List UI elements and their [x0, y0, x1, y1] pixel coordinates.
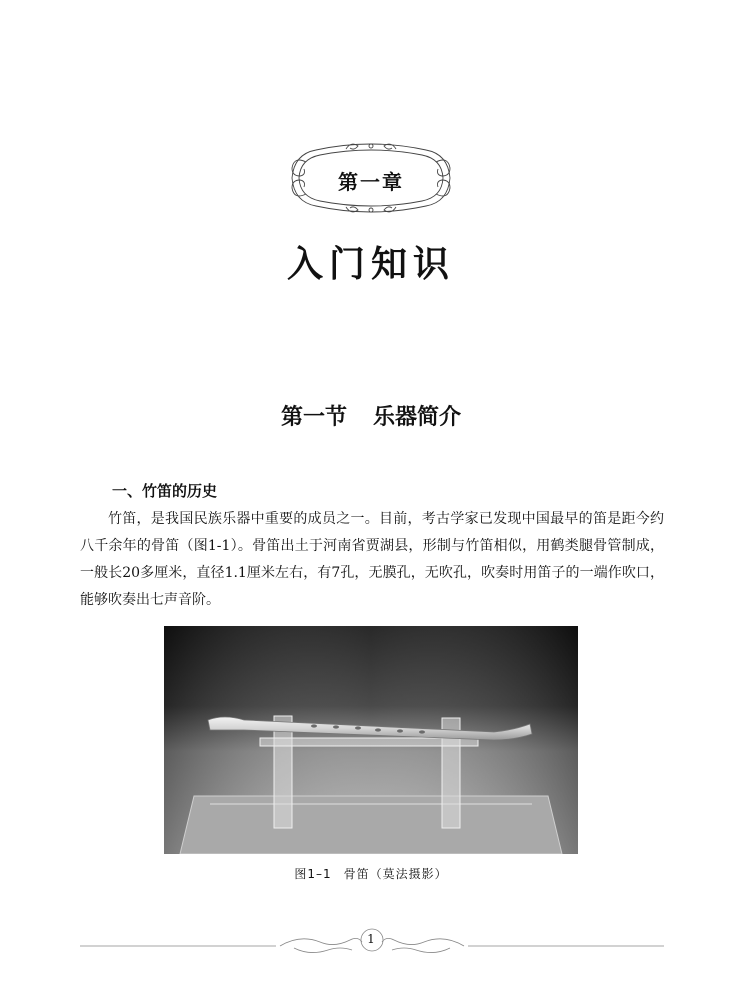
chapter-label: 第一章	[338, 170, 404, 194]
figure-caption	[0, 865, 742, 882]
page-number: 1	[367, 932, 375, 946]
chapter-title: 入门知识	[286, 244, 455, 285]
bone-flute-photo	[164, 626, 578, 854]
figure-number: 图1–1	[294, 867, 332, 881]
body-paragraph: 竹笛，是我国民族乐器中重要的成员之一。目前，考古学家已发现中国最早的笛是距今约八千余年的骨笛（图1-1）。骨笛出土于河南省贾湖县，形制与竹笛相似，用鹤类腿骨管制成，一般长20多厘米，直径1.1厘米左右，有7孔，无膜孔，无吹孔，吹奏时用笛子的一端作吹口，能够吹奏出七声音阶。	[80, 511, 664, 608]
figure-caption-text: 骨笛（莫法摄影）	[343, 867, 448, 881]
subsection-heading: 一、竹笛的历史	[112, 482, 218, 500]
section-number: 第一节	[280, 405, 347, 430]
section-title: 乐器简介	[373, 405, 462, 430]
section-heading	[0, 400, 742, 431]
